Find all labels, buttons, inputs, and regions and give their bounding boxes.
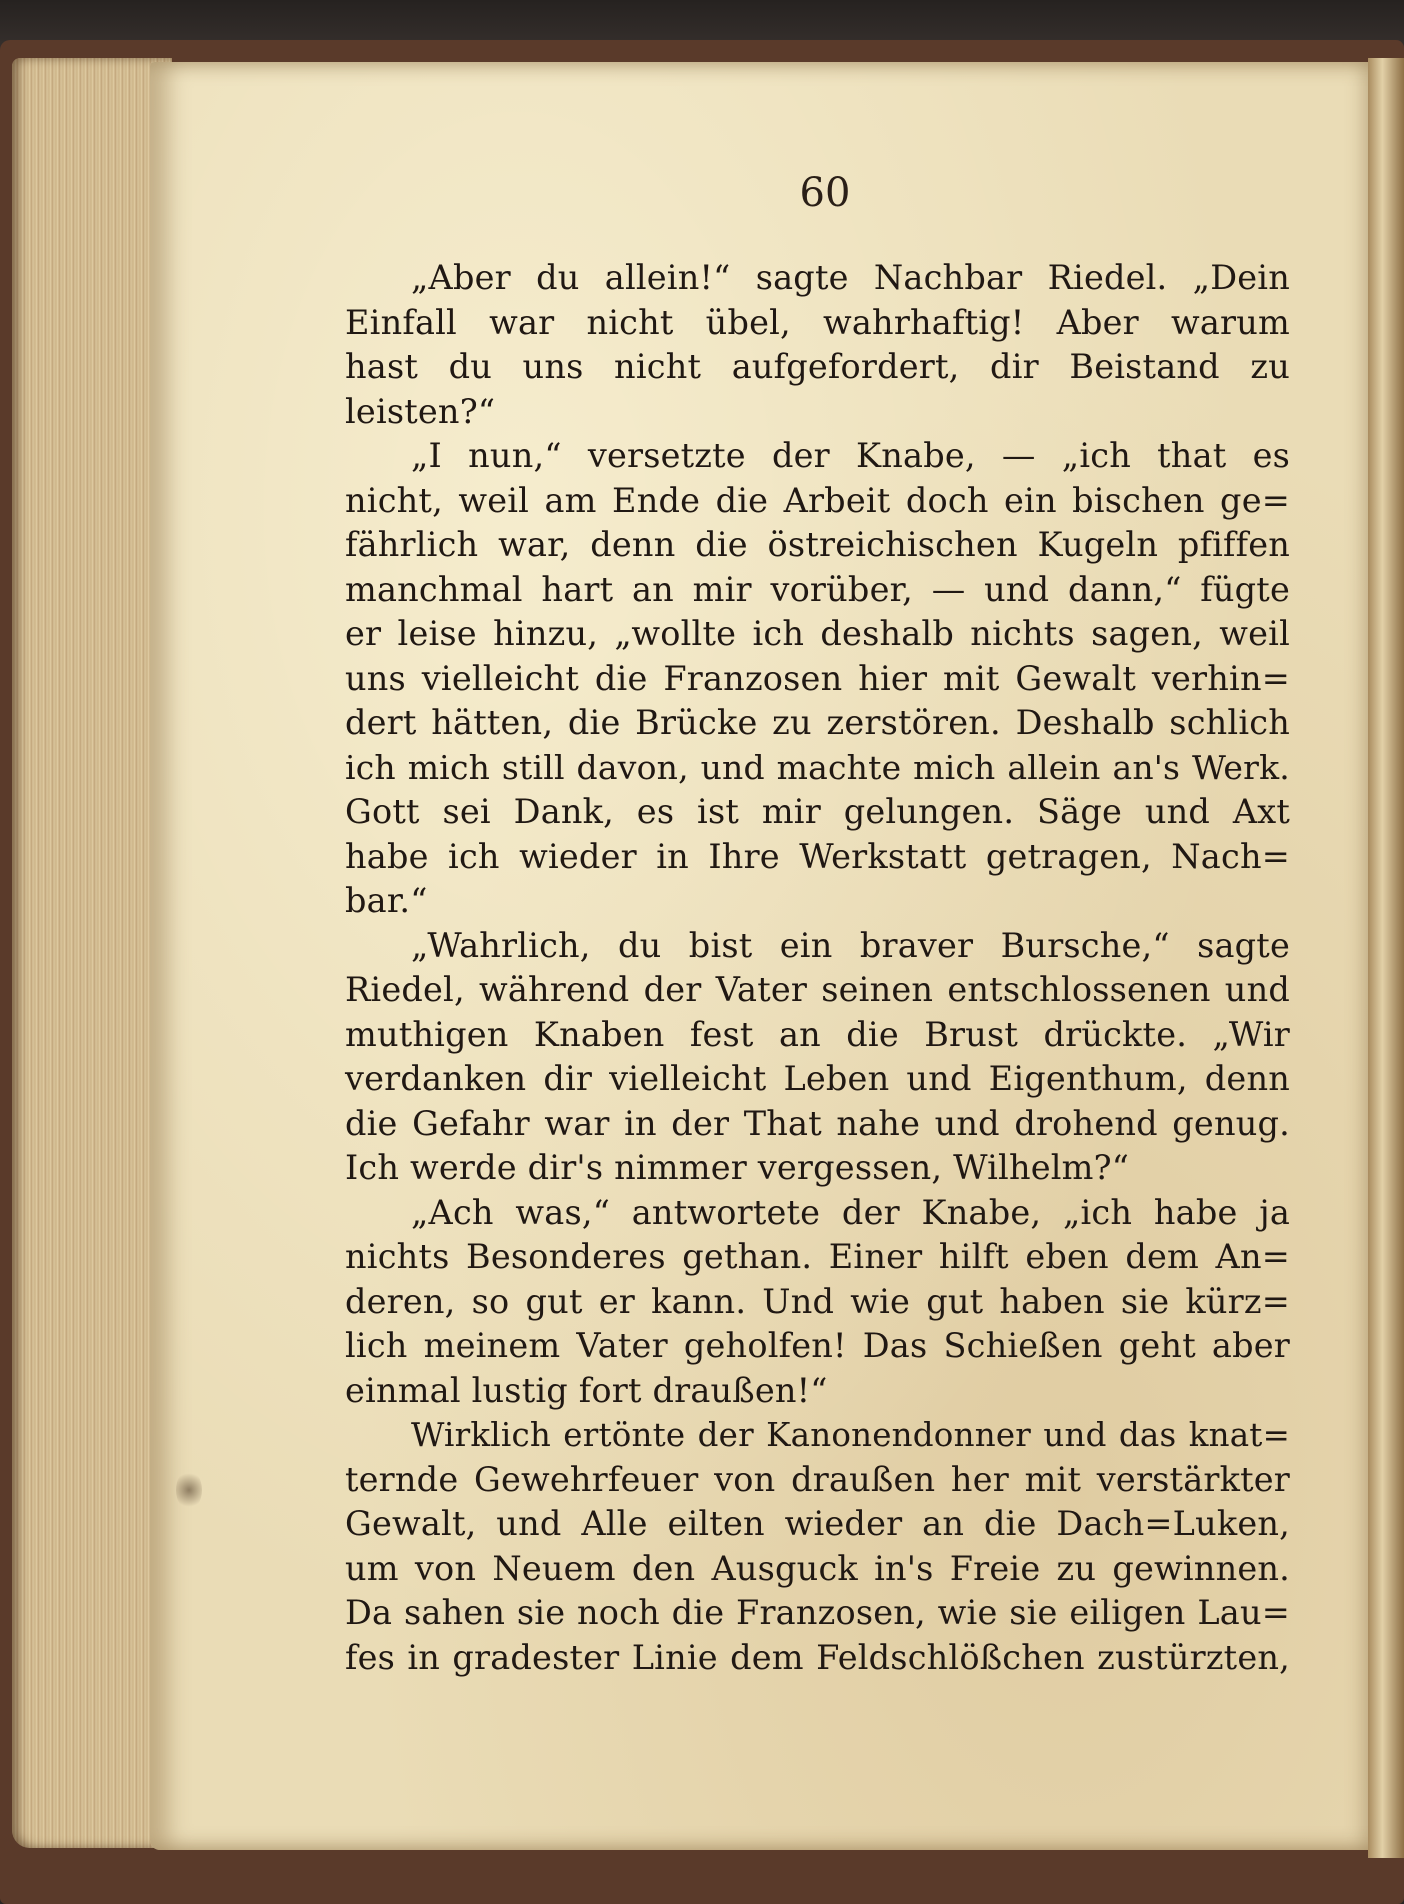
text-line: deren, so gut er kann. Und wie gut haben sie kürz= (345, 1281, 1290, 1321)
text-line: Ich werde dir's nimmer vergessen, Wilhelm?“ (345, 1148, 1130, 1187)
book-gutter (1368, 58, 1404, 1858)
text-line: habe ich wieder in Ihre Werkstatt getragen, Nach= (345, 836, 1290, 876)
text-line: „Aber du allein!“ sagte Nachbar Riedel. „Dein (411, 258, 1290, 297)
text-line: leisten?“ (345, 391, 496, 431)
text-line: nicht, weil am Ende die Arbeit doch ein bischen ge= (345, 480, 1290, 520)
text-line: Einfall war nicht übel, wahrhaftig! Aber warum (345, 302, 1290, 342)
text-line: ich mich still davon, und machte mich allein an's Werk. (345, 747, 1290, 787)
text-line: verdanken dir vielleicht Leben und Eigenthum, denn (345, 1059, 1290, 1098)
text-line: nichts Besonderes gethan. Einer hilft eben dem An= (345, 1237, 1290, 1276)
text-line: uns vielleicht die Franzosen hier mit Gewalt verhin= (345, 658, 1290, 698)
text-line: Riedel, während der Vater seinen entschlossenen und (345, 970, 1290, 1009)
text-line: bar.“ (345, 881, 428, 920)
text-line: „Ach was,“ antwortete der Knabe, „ich habe ja (411, 1192, 1290, 1232)
text-line: fes in gradester Linie dem Feldschlößchen zustürzten, (345, 1637, 1290, 1677)
body-text (345, 256, 1290, 1680)
text-line: Wirklich ertönte der Kanonendonner und das knat= (411, 1416, 1290, 1454)
page-number: 60 (799, 170, 851, 216)
text-line: dert hätten, die Brücke zu zerstören. Deshalb schlich (345, 703, 1290, 742)
text-line: Da sahen sie noch die Franzosen, wie sie eiligen Lau= (345, 1593, 1290, 1632)
text-line: einmal lustig fort draußen!“ (345, 1370, 828, 1410)
paper-stain (176, 1470, 202, 1510)
text-line: hast du uns nicht aufgefordert, dir Beistand zu (345, 347, 1290, 386)
text-line: „I nun,“ versetzte der Knabe, — „ich that es (411, 436, 1290, 475)
text-line: Gewalt, und Alle eilten wieder an die Dach=Luken, (345, 1504, 1290, 1543)
text-line: um von Neuem den Ausguck in's Freie zu gewinnen. (345, 1548, 1290, 1588)
text-line: Gott sei Dank, es ist mir gelungen. Säge und Axt (345, 792, 1290, 831)
text-line: die Gefahr war in der That nahe und drohend genug. (345, 1103, 1290, 1143)
text-line: ternde Gewehrfeuer von draußen her mit verstärkter (345, 1459, 1290, 1499)
text-line: „Wahrlich, du bist ein braver Bursche,“ sagte (411, 925, 1290, 965)
stacked-page-edges (12, 58, 172, 1848)
text-line: er leise hinzu, „wollte ich deshalb nichts sagen, weil (345, 614, 1290, 653)
text-line: lich meinem Vater geholfen! Das Schießen geht aber (345, 1326, 1290, 1365)
text-line: manchmal hart an mir vorüber, — und dann,“ fügte (345, 569, 1290, 609)
text-line: fährlich war, denn die östreichischen Kugeln pfiffen (345, 525, 1290, 564)
text-line: muthigen Knaben fest an die Brust drückte. „Wir (345, 1014, 1290, 1054)
